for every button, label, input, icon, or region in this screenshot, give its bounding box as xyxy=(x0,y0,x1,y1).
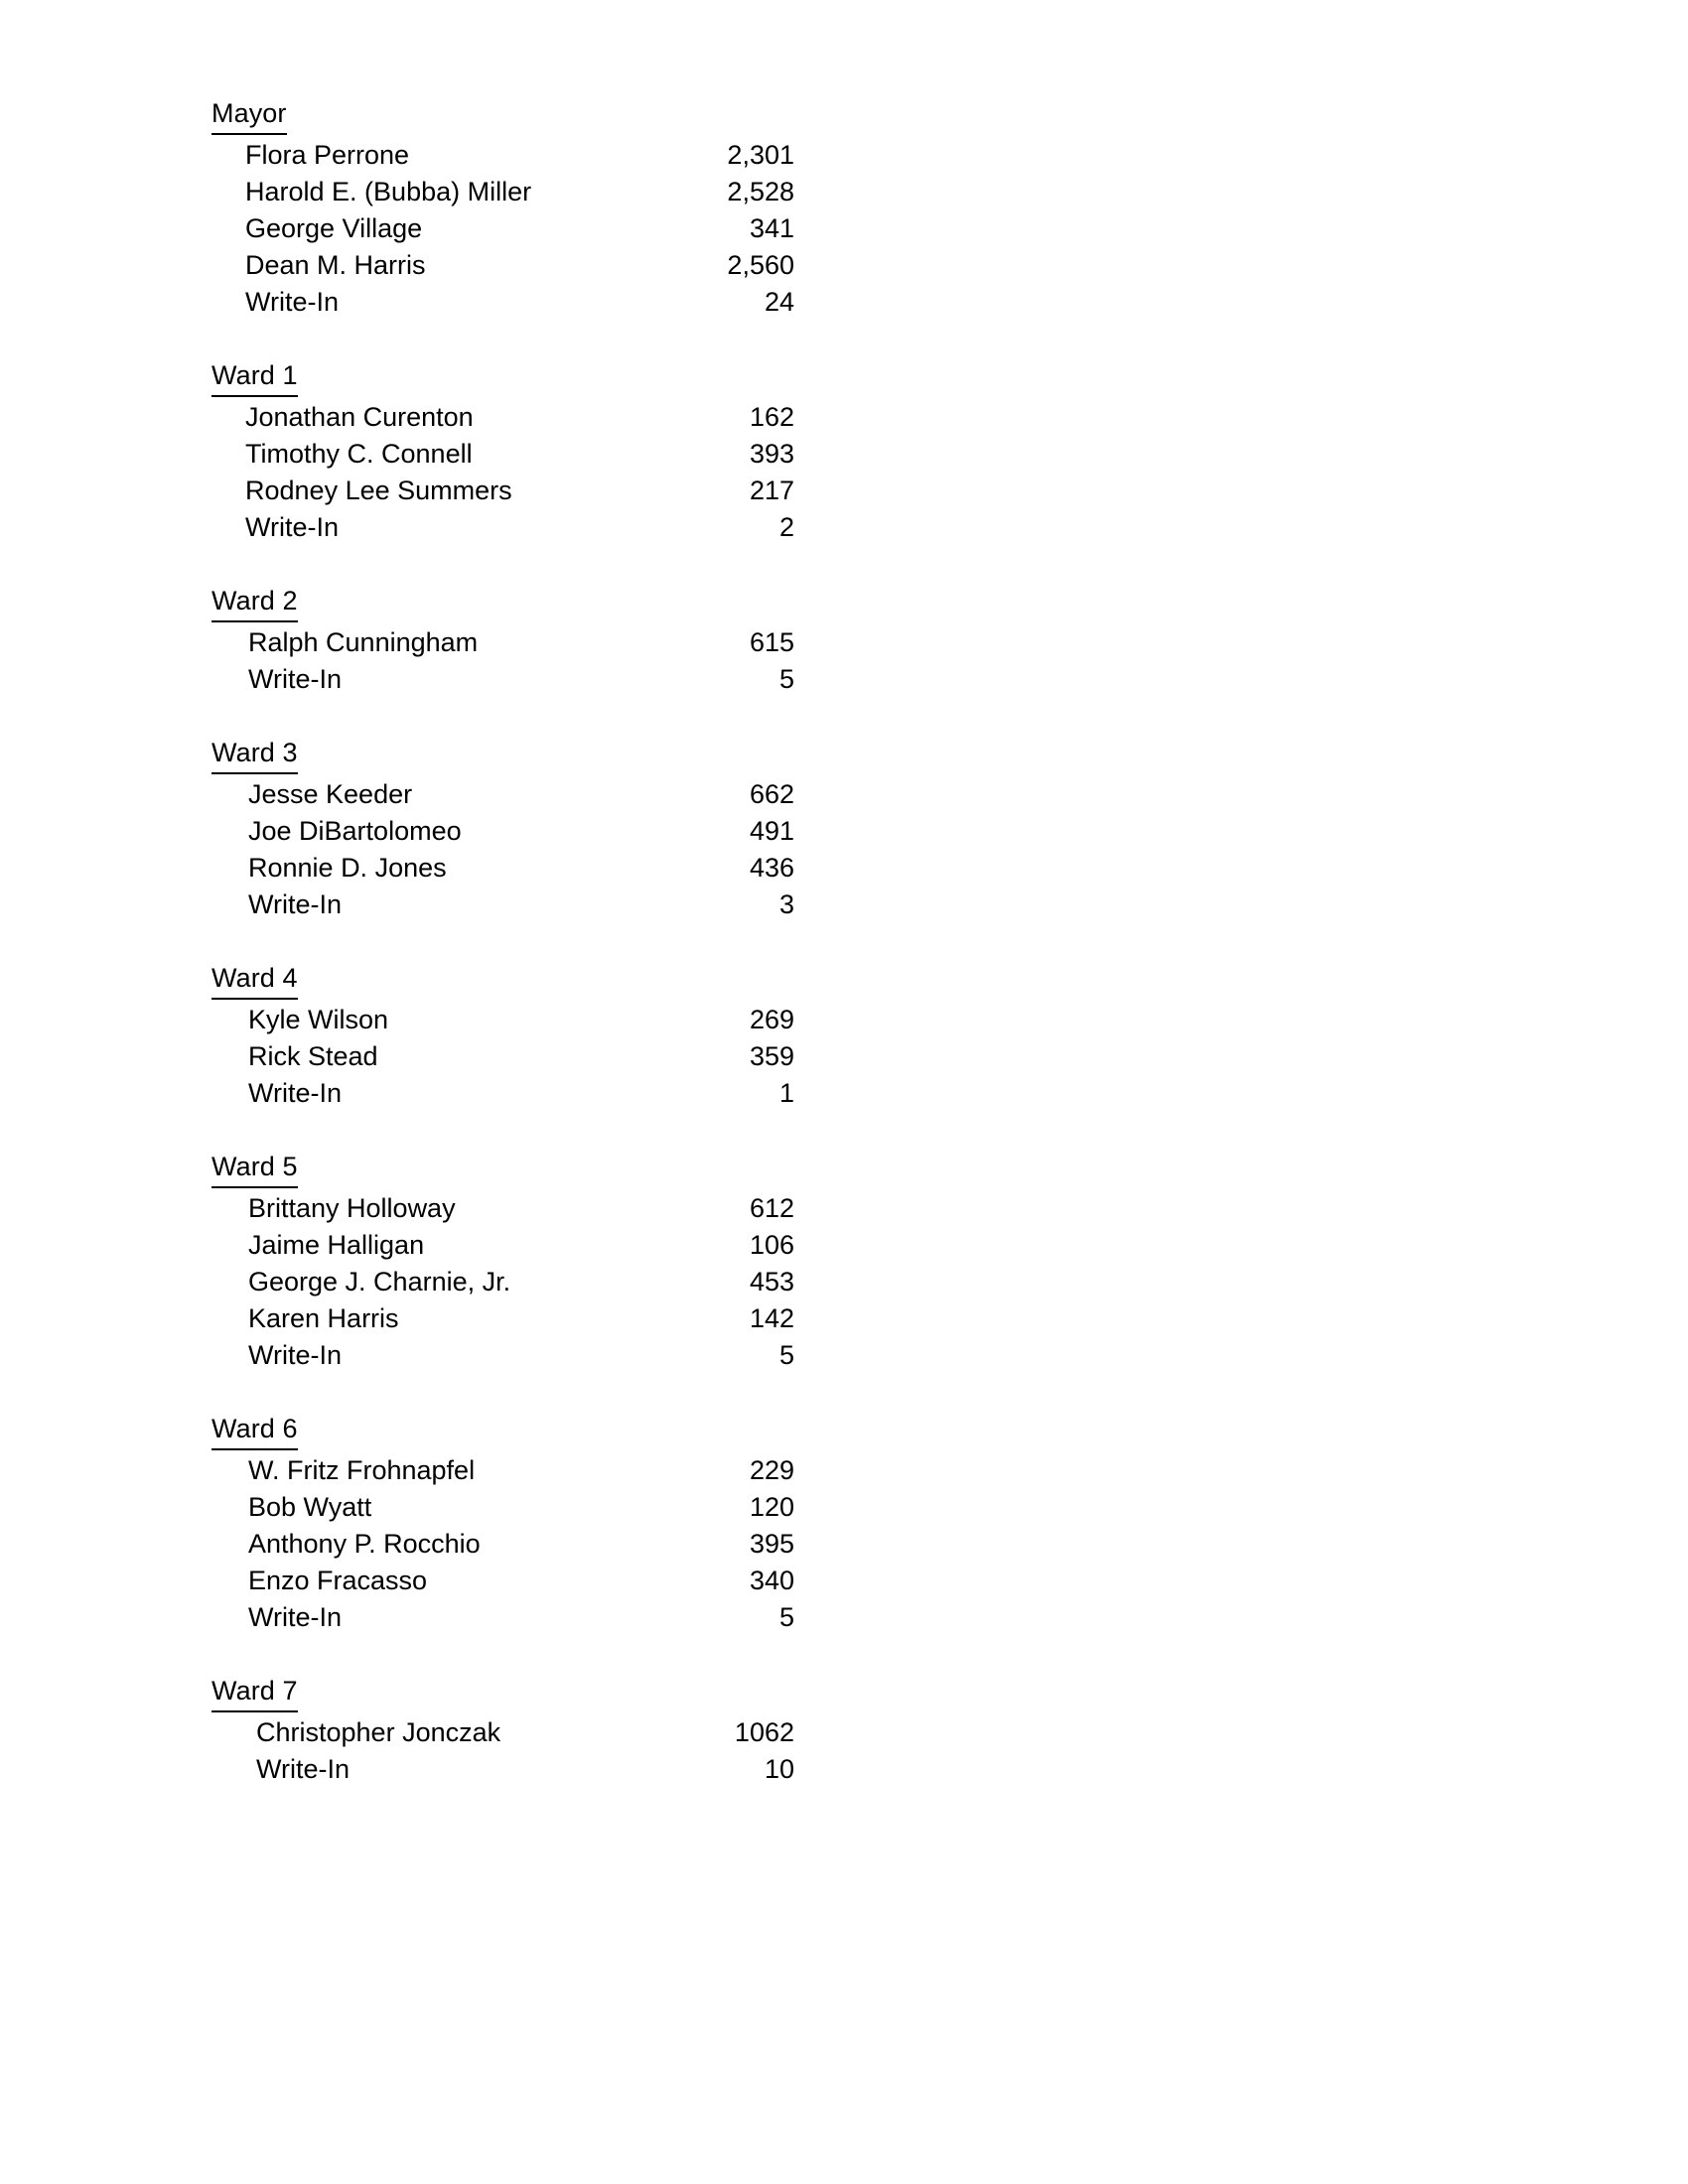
vote-count: 2,528 xyxy=(727,177,794,206)
race-heading-row xyxy=(211,95,807,135)
candidate-row xyxy=(211,1075,794,1112)
candidate-row xyxy=(211,247,794,284)
election-results-list xyxy=(211,95,807,1788)
vote-count: 341 xyxy=(749,213,794,243)
vote-count: 24 xyxy=(764,287,794,317)
vote-count: 615 xyxy=(749,627,794,657)
vote-count: 436 xyxy=(749,853,794,883)
candidate-row xyxy=(211,1563,794,1599)
candidate-name: Bob Wyatt xyxy=(248,1492,372,1522)
vote-count: 5 xyxy=(778,1602,794,1632)
candidate-rows xyxy=(211,399,794,546)
candidate-name: George Village xyxy=(245,213,423,243)
candidate-rows xyxy=(211,1714,794,1788)
candidate-row xyxy=(211,813,794,850)
candidate-name: Anthony P. Rocchio xyxy=(248,1529,481,1559)
candidate-row xyxy=(211,399,794,436)
candidate-row xyxy=(211,887,794,923)
candidate-row xyxy=(211,624,794,661)
race-heading-row xyxy=(211,1411,807,1450)
candidate-name: Kyle Wilson xyxy=(248,1005,389,1034)
candidate-rows xyxy=(211,1190,794,1374)
candidate-name: Ronnie D. Jones xyxy=(248,853,447,883)
candidate-row xyxy=(211,1751,794,1788)
candidate-row xyxy=(211,661,794,698)
candidate-row xyxy=(211,1526,794,1563)
candidate-row xyxy=(211,1038,794,1075)
candidate-row xyxy=(211,1599,794,1636)
candidate-name: Write-In xyxy=(248,1602,343,1632)
vote-count: 612 xyxy=(749,1193,794,1223)
vote-count: 2,301 xyxy=(727,140,794,170)
race-heading: Ward 3 xyxy=(211,735,298,774)
candidate-name: Write-In xyxy=(256,1754,351,1784)
candidate-name: Write-In xyxy=(248,1078,343,1108)
candidate-row xyxy=(211,776,794,813)
candidate-name: Flora Perrone xyxy=(245,140,410,170)
race-section xyxy=(211,735,807,923)
vote-count: 491 xyxy=(749,816,794,846)
candidate-row xyxy=(211,1489,794,1526)
candidate-row xyxy=(211,1337,794,1374)
race-heading: Ward 4 xyxy=(211,960,298,1000)
race-section xyxy=(211,1149,807,1374)
candidate-rows xyxy=(211,776,794,923)
vote-count: 2 xyxy=(778,512,794,542)
vote-count: 359 xyxy=(749,1041,794,1071)
candidate-name: Enzo Fracasso xyxy=(248,1566,428,1595)
vote-count: 229 xyxy=(749,1455,794,1485)
vote-count: 217 xyxy=(749,476,794,505)
vote-count: 5 xyxy=(778,1340,794,1370)
candidate-row xyxy=(211,1190,794,1227)
candidate-name: Jaime Halligan xyxy=(248,1230,425,1260)
candidate-row xyxy=(211,174,794,210)
race-section xyxy=(211,1411,807,1636)
vote-count: 10 xyxy=(764,1754,794,1784)
candidate-name: Write-In xyxy=(245,287,340,317)
race-heading: Ward 2 xyxy=(211,583,298,622)
vote-count: 453 xyxy=(749,1267,794,1297)
race-heading: Ward 1 xyxy=(211,357,298,397)
candidate-row xyxy=(211,1227,794,1264)
race-section xyxy=(211,583,807,698)
candidate-name: Rick Stead xyxy=(248,1041,378,1071)
race-heading: Ward 6 xyxy=(211,1411,298,1450)
race-heading-row xyxy=(211,583,807,622)
candidate-name: Dean M. Harris xyxy=(245,250,426,280)
vote-count: 395 xyxy=(749,1529,794,1559)
section-spacer xyxy=(211,1374,807,1411)
candidate-row xyxy=(211,137,794,174)
race-heading-row xyxy=(211,960,807,1000)
vote-count: 340 xyxy=(749,1566,794,1595)
candidate-row xyxy=(211,1264,794,1300)
section-spacer xyxy=(211,1112,807,1149)
section-spacer xyxy=(211,321,807,357)
section-spacer xyxy=(211,923,807,960)
candidate-name: Jonathan Curenton xyxy=(245,402,474,432)
candidate-name: Brittany Holloway xyxy=(248,1193,456,1223)
candidate-name: Write-In xyxy=(248,1340,343,1370)
candidate-name: Christopher Jonczak xyxy=(256,1717,501,1747)
section-spacer xyxy=(211,698,807,735)
candidate-name: Harold E. (Bubba) Miller xyxy=(245,177,532,206)
candidate-name: Write-In xyxy=(245,512,340,542)
race-heading: Ward 7 xyxy=(211,1673,298,1712)
race-section xyxy=(211,1673,807,1788)
vote-count: 3 xyxy=(778,889,794,919)
candidate-row xyxy=(211,210,794,247)
candidate-row xyxy=(211,473,794,509)
candidate-name: Jesse Keeder xyxy=(248,779,413,809)
race-heading-row xyxy=(211,357,807,397)
candidate-name: Write-In xyxy=(248,889,343,919)
race-section xyxy=(211,960,807,1112)
section-spacer xyxy=(211,546,807,583)
race-heading: Ward 5 xyxy=(211,1149,298,1188)
candidate-name: Timothy C. Connell xyxy=(245,439,473,469)
candidate-name: Karen Harris xyxy=(248,1303,399,1333)
candidate-name: Joe DiBartolomeo xyxy=(248,816,462,846)
race-section xyxy=(211,357,807,546)
race-heading: Mayor xyxy=(211,95,287,135)
candidate-row xyxy=(211,284,794,321)
candidate-name: George J. Charnie, Jr. xyxy=(248,1267,511,1297)
vote-count: 269 xyxy=(749,1005,794,1034)
candidate-rows xyxy=(211,137,794,321)
candidate-rows xyxy=(211,1002,794,1112)
vote-count: 162 xyxy=(749,402,794,432)
candidate-row xyxy=(211,1714,794,1751)
candidate-row xyxy=(211,850,794,887)
candidate-rows xyxy=(211,624,794,698)
vote-count: 120 xyxy=(749,1492,794,1522)
candidate-row xyxy=(211,509,794,546)
vote-count: 5 xyxy=(778,664,794,694)
race-heading-row xyxy=(211,1673,807,1712)
vote-count: 106 xyxy=(749,1230,794,1260)
vote-count: 662 xyxy=(749,779,794,809)
candidate-name: Write-In xyxy=(248,664,343,694)
race-heading-row xyxy=(211,1149,807,1188)
vote-count: 1 xyxy=(778,1078,794,1108)
vote-count: 1062 xyxy=(734,1717,794,1747)
candidate-row xyxy=(211,1300,794,1337)
race-heading-row xyxy=(211,735,807,774)
candidate-row xyxy=(211,1002,794,1038)
candidate-row xyxy=(211,436,794,473)
section-spacer xyxy=(211,1636,807,1673)
candidate-name: Ralph Cunningham xyxy=(248,627,479,657)
vote-count: 393 xyxy=(749,439,794,469)
candidate-name: W. Fritz Frohnapfel xyxy=(248,1455,476,1485)
vote-count: 142 xyxy=(749,1303,794,1333)
race-section xyxy=(211,95,807,321)
candidate-name: Rodney Lee Summers xyxy=(245,476,512,505)
candidate-row xyxy=(211,1452,794,1489)
vote-count: 2,560 xyxy=(727,250,794,280)
candidate-rows xyxy=(211,1452,794,1636)
